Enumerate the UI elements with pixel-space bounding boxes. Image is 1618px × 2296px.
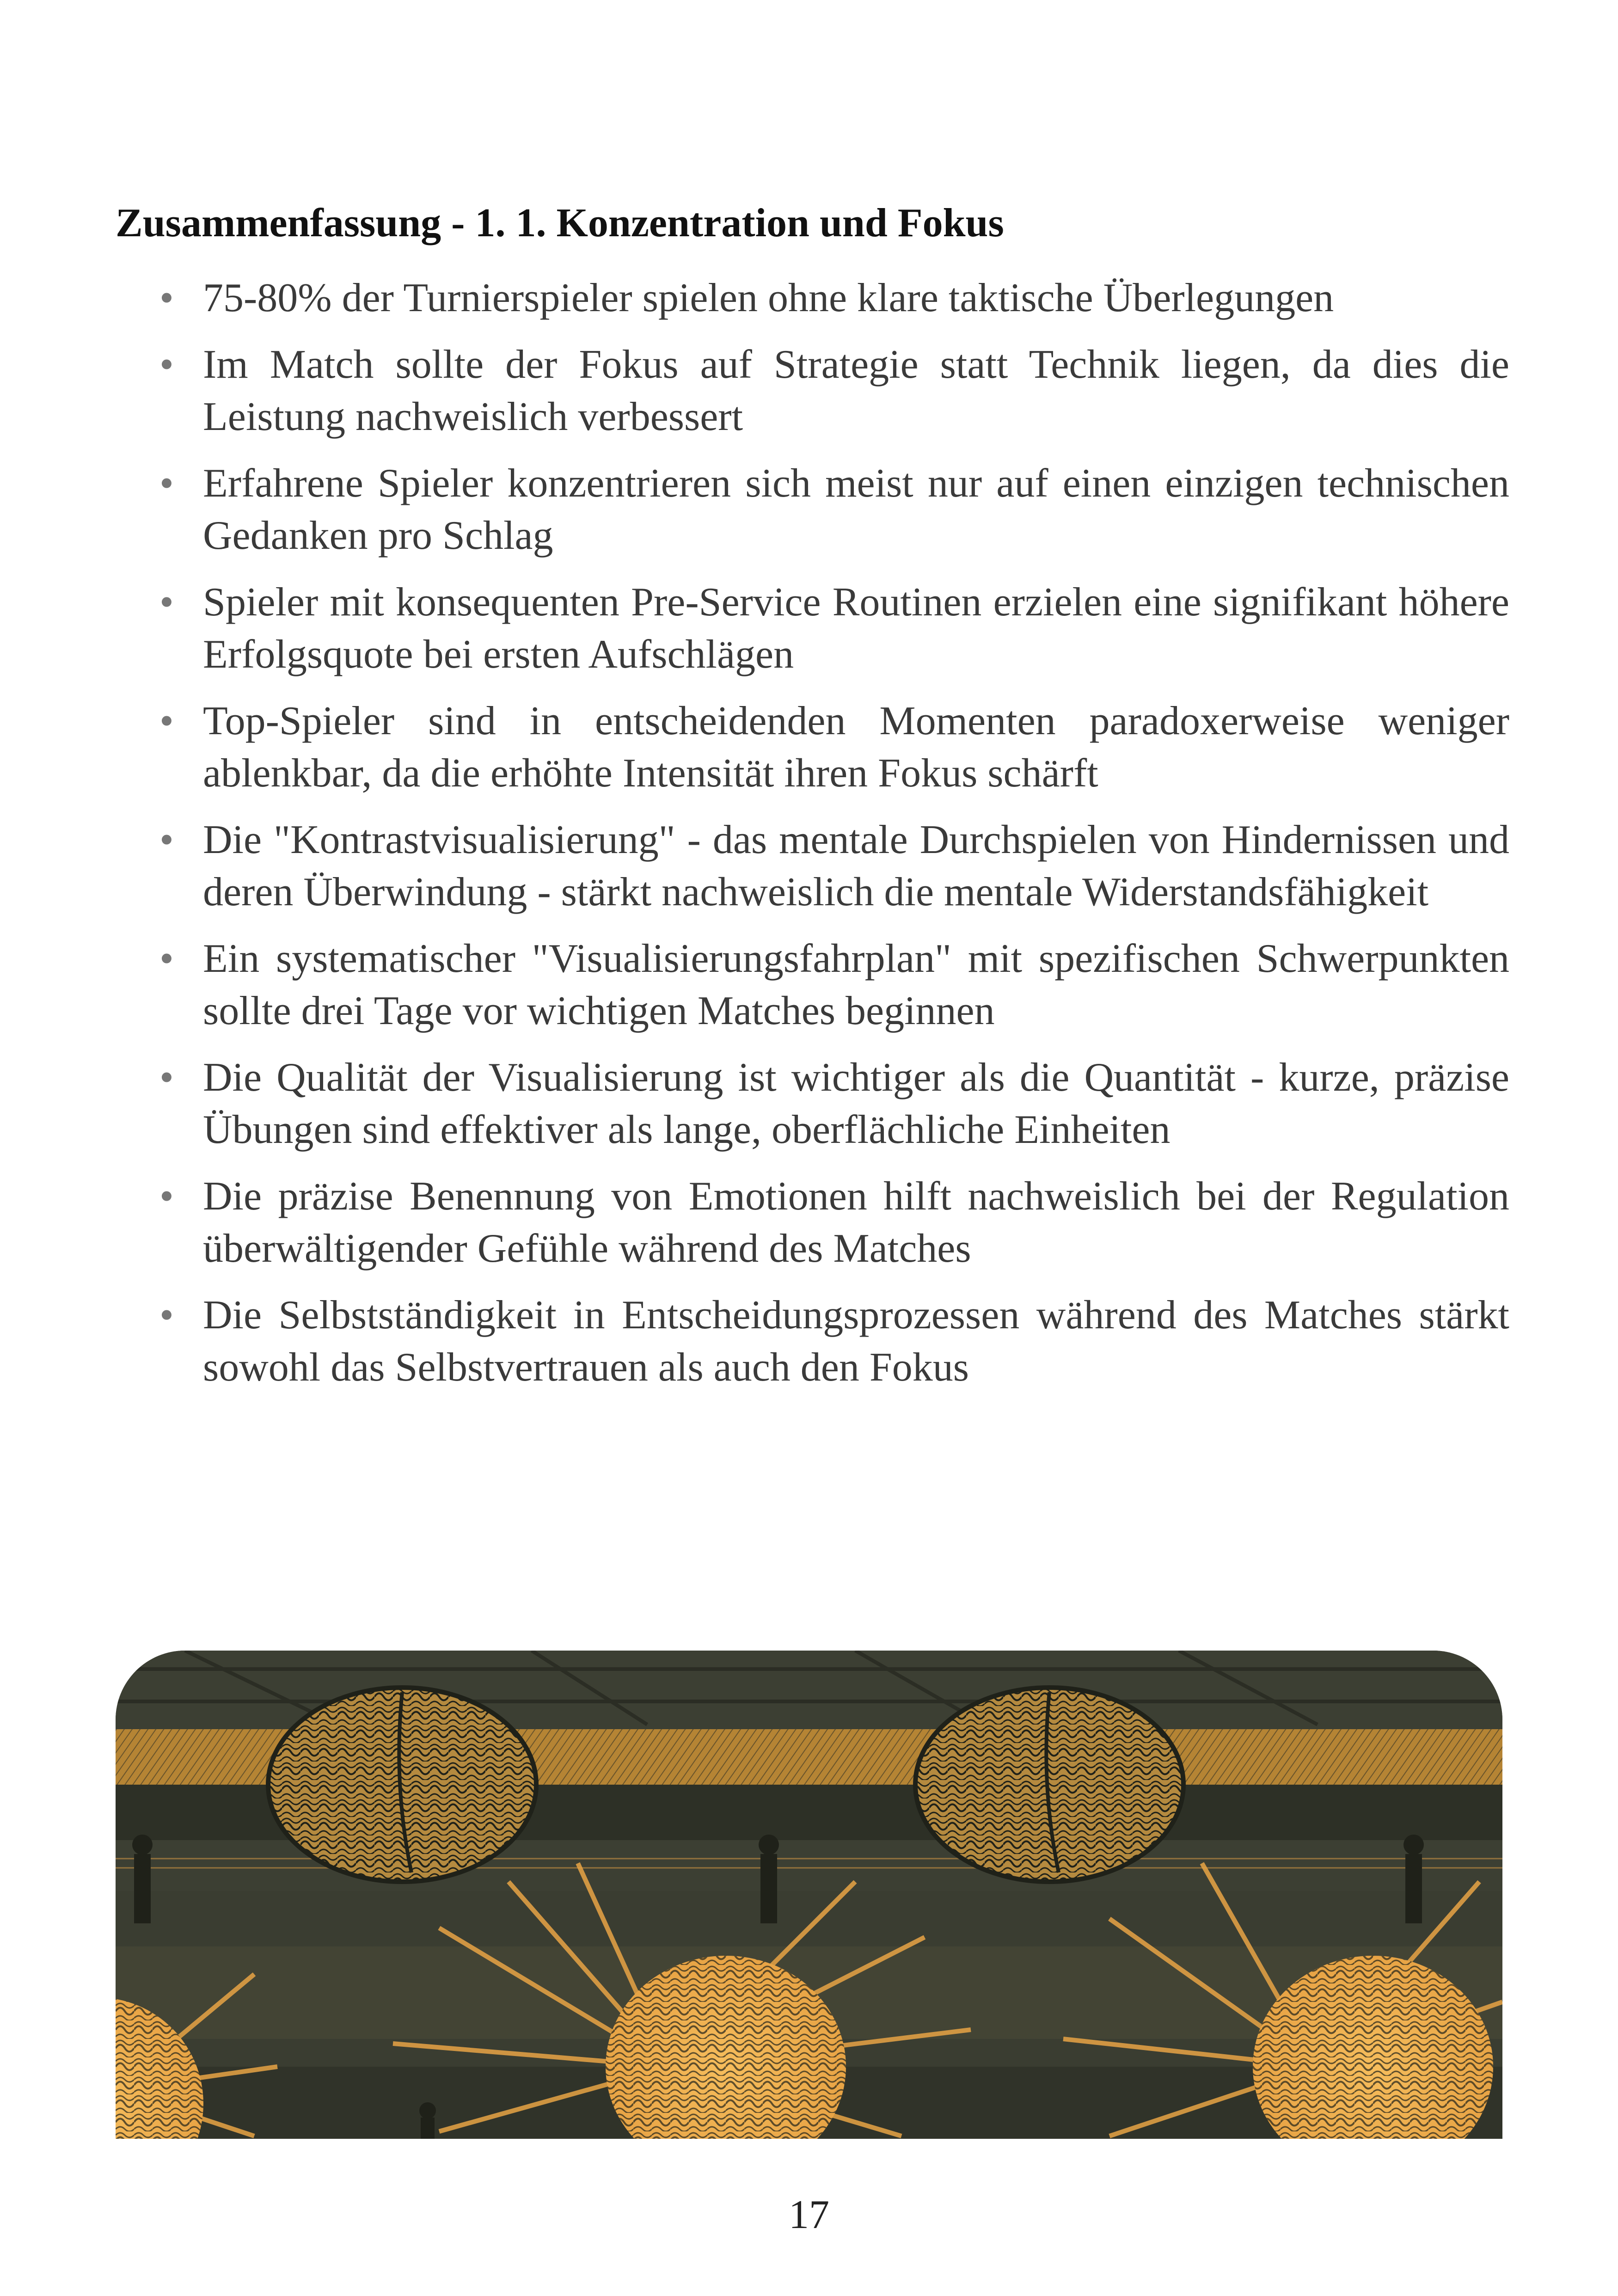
list-item <box>159 1289 1509 1394</box>
brain-illustration <box>116 1651 1502 2139</box>
list-item <box>159 338 1509 443</box>
list-item-text: Top-Spieler sind in entscheidenden Momenten paradoxerweise weniger ablenkbar, da die erhöhte Intensität ihren Fokus schärft <box>203 699 1509 796</box>
list-item <box>159 576 1509 681</box>
list-item <box>159 695 1509 799</box>
bullet-icon: • <box>159 342 174 387</box>
list-item-text: Die "Kontrastvisualisierung" - das mentale Durchspielen von Hindernissen und deren Überwindung - stärkt nachweislich die mentale Widerstandsfähigkeit <box>203 817 1509 915</box>
brain-pattern-icon <box>116 1651 1502 2139</box>
list-item-text: Die Qualität der Visualisierung ist wichtiger als die Quantität - kurze, präzise Übungen sind effektiver als lange, oberflächliche Einheiten <box>203 1055 1509 1152</box>
page-number: 17 <box>789 2192 829 2237</box>
bullet-icon: • <box>159 580 174 625</box>
list-item-text: Erfahrene Spieler konzentrieren sich meist nur auf einen einzigen technischen Gedanken pro Schlag <box>203 461 1509 558</box>
section-summary-heading: Zusammenfassung - 1. 1. Konzentration und Fokus <box>116 201 1004 246</box>
bullet-icon: • <box>159 817 174 862</box>
bullet-icon: • <box>159 699 174 743</box>
list-item <box>159 814 1509 918</box>
list-item <box>159 933 1509 1037</box>
list-item <box>159 1051 1509 1156</box>
bullet-icon: • <box>159 936 174 981</box>
summary-bullet-list <box>159 272 1509 1408</box>
list-item-text: Spieler mit konsequenten Pre-Service Routinen erzielen eine signifikant höhere Erfolgsquote bei ersten Aufschlägen <box>203 580 1509 677</box>
bullet-icon: • <box>159 461 174 506</box>
list-item <box>159 457 1509 562</box>
list-item <box>159 272 1509 324</box>
list-item-text: Die präzise Benennung von Emotionen hilft nachweislich bei der Regulation überwältigender Gefühle während des Matches <box>203 1174 1509 1271</box>
list-item <box>159 1170 1509 1275</box>
list-item-text: Die Selbstständigkeit in Entscheidungsprozessen während des Matches stärkt sowohl das Selbstvertrauen als auch den Fokus <box>203 1293 1509 1390</box>
bullet-icon: • <box>159 1055 174 1100</box>
list-item-text: Im Match sollte der Fokus auf Strategie statt Technik liegen, da dies die Leistung nachweislich verbessert <box>203 342 1509 439</box>
bullet-icon: • <box>159 276 174 320</box>
bullet-icon: • <box>159 1174 174 1219</box>
bullet-icon: • <box>159 1293 174 1338</box>
list-item-text: 75-80% der Turnierspieler spielen ohne klare taktische Überlegungen <box>203 276 1334 320</box>
list-item-text: Ein systematischer "Visualisierungsfahrplan" mit spezifischen Schwerpunkten sollte drei Tage vor wichtigen Matches beginnen <box>203 936 1509 1033</box>
